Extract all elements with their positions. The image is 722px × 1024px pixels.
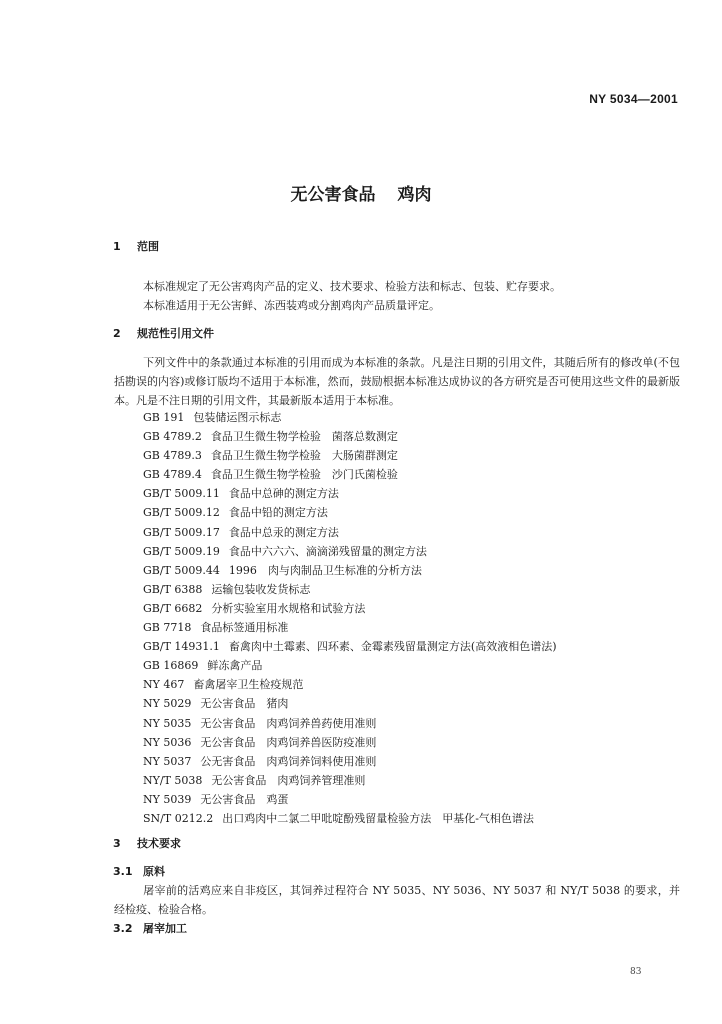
reference-title: 食品卫生微生物学检验 沙门氏菌检验 (210, 468, 398, 482)
section-3-1-heading (113, 863, 165, 879)
page-title (0, 180, 722, 205)
reference-code: GB/T 5009.17 (143, 525, 220, 539)
reference-item (143, 446, 557, 465)
reference-code: GB 4789.2 (143, 430, 202, 444)
reference-code: NY 5029 (143, 697, 192, 711)
standard-code: NY 5034—2001 (589, 92, 678, 106)
paragraph-text: 屠宰前的活鸡应来自非疫区，其饲养过程符合 NY 5035、NY 5036、NY 5037 和 NY/T 5038 的要求，并经检疫、检验合格。 (114, 884, 680, 916)
reference-code: GB 7718 (143, 621, 192, 635)
reference-title: 食品卫生微生物学检验 菌落总数测定 (210, 430, 398, 444)
section-1-paragraph-1 (114, 277, 680, 296)
reference-title: 食品标签通用标准 (200, 621, 289, 635)
paragraph-text: 本标准规定了无公害鸡肉产品的定义、技术要求、检验方法和标志、包装、贮存要求。 (143, 280, 561, 293)
reference-title: 食品中六六六、滴滴涕残留量的测定方法 (228, 544, 427, 558)
reference-title: 1996 肉与肉制品卫生标准的分析方法 (228, 563, 422, 577)
title-sub: 鸡肉 (397, 185, 432, 205)
reference-code: NY 5039 (143, 792, 192, 806)
reference-item (143, 484, 557, 503)
reference-item (143, 503, 557, 522)
reference-title: 无公害食品 肉鸡饲养管理准则 (211, 773, 366, 787)
reference-item (143, 809, 557, 828)
section-3-1-paragraph (114, 881, 680, 919)
reference-code: GB/T 5009.19 (143, 544, 220, 558)
reference-item (143, 675, 557, 694)
reference-title: 无公害食品 鸡蛋 (200, 792, 289, 806)
reference-item (143, 618, 557, 637)
reference-item (143, 427, 557, 446)
reference-code: GB/T 5009.44 (143, 563, 220, 577)
section-number: 3.1 (113, 865, 133, 878)
reference-item (143, 599, 557, 618)
reference-title: 畜禽屠宰卫生检疫规范 (193, 678, 304, 692)
section-1-heading (113, 238, 159, 254)
reference-code: GB 4789.3 (143, 449, 202, 463)
reference-list (143, 408, 557, 828)
title-main: 无公害食品 (290, 185, 376, 205)
paragraph-text: 下列文件中的条款通过本标准的引用而成为本标准的条款。凡是注日期的引用文件，其随后所有的修改单(不包括勘误的内容)或修订版均不适用于本标准，然而，鼓励根据本标准达成协议的各方研究是否可使用这些文件的最新版本。凡是不注日期的引用文件，其最新版本适用于本标准。 (114, 356, 680, 407)
reference-title: 出口鸡肉中二氯二甲吡啶酚残留量检验方法 甲基化-气相色谱法 (222, 811, 534, 825)
reference-code: GB/T 5009.11 (143, 487, 220, 501)
section-2-heading (113, 325, 214, 341)
reference-item (143, 656, 557, 675)
section-title: 范围 (137, 240, 159, 253)
reference-code: NY 5035 (143, 716, 192, 730)
section-3-heading (113, 835, 181, 851)
reference-code: GB/T 5009.12 (143, 506, 220, 520)
reference-item (143, 580, 557, 599)
reference-title: 包装储运图示标志 (193, 411, 282, 424)
reference-code: SN/T 0212.2 (143, 811, 214, 825)
reference-item (143, 637, 557, 656)
paragraph-text: 本标准适用于无公害鲜、冻西装鸡或分割鸡肉产品质量评定。 (143, 299, 440, 312)
reference-code: GB/T 14931.1 (143, 640, 220, 654)
reference-item (143, 771, 557, 790)
reference-title: 无公害食品 猪肉 (200, 697, 289, 711)
reference-title: 食品中铅的测定方法 (228, 506, 328, 520)
reference-code: GB 16869 (143, 659, 199, 673)
section-title: 屠宰加工 (143, 922, 187, 935)
reference-item (143, 733, 557, 752)
reference-item (143, 465, 557, 484)
section-number: 3 (113, 837, 121, 850)
reference-title: 鲜冻禽产品 (207, 659, 263, 673)
reference-code: NY 5037 (143, 754, 192, 768)
section-number: 3.2 (113, 922, 133, 935)
section-3-2-heading (113, 920, 187, 936)
reference-item (143, 408, 557, 427)
reference-title: 公无害食品 肉鸡饲养饲料使用准则 (200, 754, 377, 768)
reference-item (143, 561, 557, 580)
section-1-paragraph-2 (114, 296, 680, 315)
reference-code: GB 191 (143, 411, 185, 424)
reference-code: GB 4789.4 (143, 468, 202, 482)
reference-code: NY/T 5038 (143, 773, 203, 787)
reference-title: 食品中总汞的测定方法 (228, 525, 339, 539)
reference-title: 食品卫生微生物学检验 大肠菌群测定 (210, 449, 398, 463)
section-number: 2 (113, 327, 121, 340)
reference-title: 分析实验室用水规格和试验方法 (211, 601, 366, 615)
section-title: 原料 (143, 865, 165, 878)
reference-title: 食品中总砷的测定方法 (228, 487, 339, 501)
reference-code: NY 467 (143, 678, 185, 692)
section-title: 技术要求 (137, 837, 181, 850)
section-number: 1 (113, 240, 121, 253)
reference-code: GB/T 6682 (143, 601, 203, 615)
reference-title: 运输包装收发货标志 (211, 582, 311, 596)
reference-item (143, 523, 557, 542)
reference-code: NY 5036 (143, 735, 192, 749)
reference-item (143, 790, 557, 809)
reference-title: 无公害食品 肉鸡饲养兽药使用准则 (200, 716, 377, 730)
reference-item (143, 542, 557, 561)
reference-item (143, 752, 557, 771)
reference-title: 无公害食品 肉鸡饲养兽医防疫准则 (200, 735, 377, 749)
reference-item (143, 694, 557, 713)
page-number: 83 (630, 967, 642, 977)
reference-code: GB/T 6388 (143, 582, 203, 596)
section-title: 规范性引用文件 (137, 327, 214, 340)
reference-item (143, 714, 557, 733)
reference-title: 畜禽肉中土霉素、四环素、金霉素残留量测定方法(高效液相色谱法) (228, 640, 557, 654)
section-2-intro (114, 353, 680, 410)
